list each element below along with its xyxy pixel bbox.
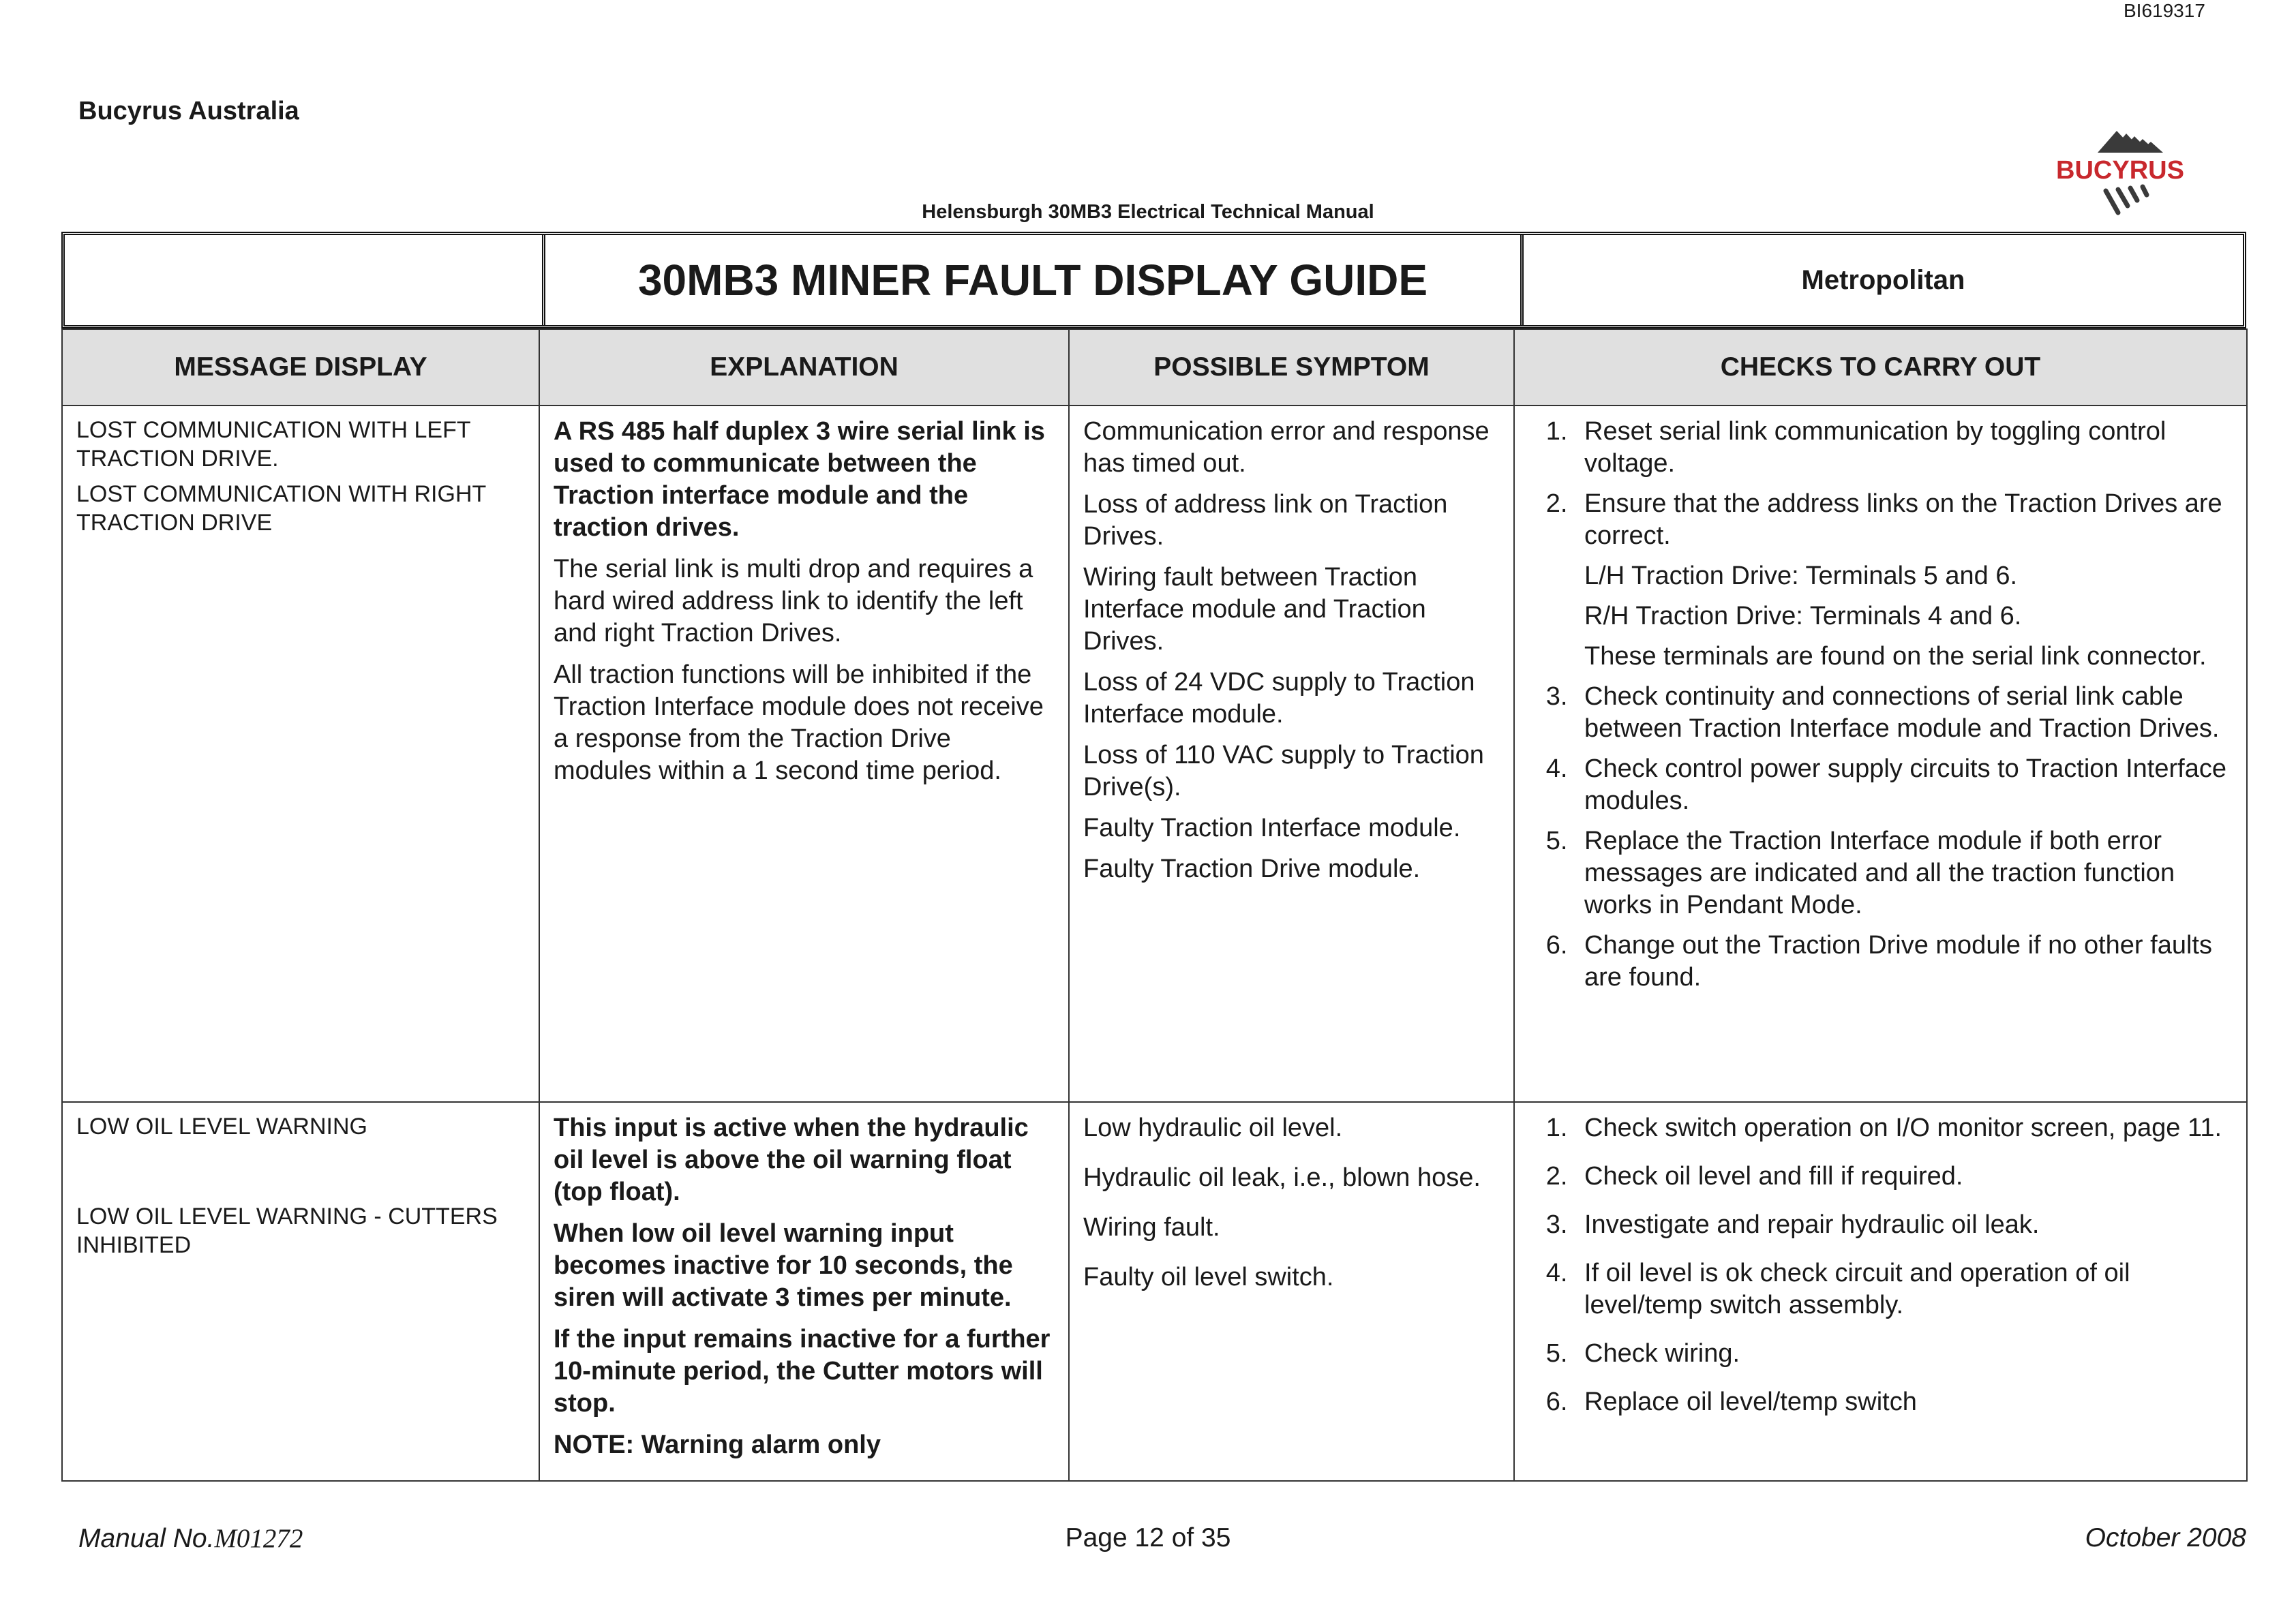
explanation-text: The serial link is multi drop and requires a hard wired address link to identify the left and right Traction Drives. <box>554 555 1033 647</box>
symptom-text: Loss of address link on Traction Drives. <box>1083 490 1448 551</box>
checks-cell <box>1514 1102 2247 1481</box>
symptom-cell <box>1069 406 1514 1102</box>
explanation-cell <box>539 1102 1069 1481</box>
explanation-text: When low oil level warning input becomes inactive for 10 seconds, the siren will activate 3 times per minute. <box>554 1219 1013 1312</box>
bucyrus-logo <box>2035 123 2205 225</box>
message-cell <box>62 1102 539 1481</box>
manual-title: Helensburgh 30MB3 Electrical Technical Manual <box>922 201 1374 223</box>
manual-number-label: Manual No. <box>78 1524 215 1553</box>
checks-list <box>1528 1112 2233 1418</box>
message-text: LOST COMMUNICATION WITH LEFT TRACTION DRIVE. <box>76 417 471 472</box>
check-item: 4. Check control power supply circuits to Traction Interface modules. <box>1575 753 2233 817</box>
explanation-text: If the input remains inactive for a further 10-minute period, the Cutter motors will stop. <box>554 1325 1051 1418</box>
check-item: 2. Ensure that the address links on the Traction Drives are correct. L/H Traction Drive: Terminals 5 and 6. R/H Traction Drive: Terminals 4 and 6. These terminals are found on the serial link connector. <box>1575 488 2233 673</box>
explanation-cell <box>539 406 1069 1102</box>
symptom-text: Faulty oil level switch. <box>1083 1263 1334 1291</box>
page-number: Page 12 of 35 <box>1065 1523 1231 1552</box>
symptom-text: Wiring fault between Traction Interface module and Traction Drives. <box>1083 563 1426 656</box>
symptom-text: Loss of 110 VAC supply to Traction Drive(s). <box>1083 741 1484 801</box>
fault-display-guide <box>61 232 2246 1465</box>
checks-cell <box>1514 406 2247 1102</box>
check-item: 3. Check continuity and connections of serial link cable between Traction Interface module and Traction Drives. <box>1575 681 2233 745</box>
symptom-text: Loss of 24 VDC supply to Traction Interface module. <box>1083 668 1475 729</box>
issue-date: October 2008 <box>2085 1523 2246 1552</box>
document-id: BI619317 <box>2124 0 2205 21</box>
check-item: 1. Reset serial link communication by toggling control voltage. <box>1575 416 2233 480</box>
check-note: R/H Traction Drive: Terminals 4 and 6. <box>1584 602 2022 630</box>
guide-title: 30MB3 MINER FAULT DISPLAY GUIDE <box>545 235 1524 325</box>
symptom-text: Wiring fault. <box>1083 1213 1220 1242</box>
explanation-note: NOTE: Warning alarm only <box>554 1430 881 1459</box>
message-text: LOW OIL LEVEL WARNING <box>76 1114 367 1139</box>
symptom-text: Communication error and response has timed out. <box>1083 417 1490 478</box>
column-header-checks: CHECKS TO CARRY OUT <box>1514 329 2247 406</box>
region-label: Metropolitan <box>1801 264 1965 295</box>
message-text: LOW OIL LEVEL WARNING - CUTTERS INHIBITED <box>76 1204 498 1258</box>
message-cell <box>62 406 539 1102</box>
company-name: Bucyrus Australia <box>78 97 299 125</box>
column-header-possible-symptom: POSSIBLE SYMPTOM <box>1069 329 1514 406</box>
symptom-cell <box>1069 1102 1514 1481</box>
title-blank-cell <box>65 235 545 325</box>
check-item: 6. Replace oil level/temp switch <box>1575 1386 2233 1418</box>
symptom-text: Faulty Traction Interface module. <box>1083 814 1461 842</box>
symptom-text: Hydraulic oil leak, i.e., blown hose. <box>1083 1163 1481 1192</box>
checks-list <box>1528 416 2233 994</box>
column-header-explanation: EXPLANATION <box>539 329 1069 406</box>
guide-title-bar <box>61 232 2246 328</box>
check-note: L/H Traction Drive: Terminals 5 and 6. <box>1584 562 2018 590</box>
column-header-message-display: MESSAGE DISPLAY <box>62 329 539 406</box>
svg-text:BUCYRUS: BUCYRUS <box>2056 156 2184 185</box>
check-item: 2. Check oil level and fill if required. <box>1575 1161 2233 1193</box>
check-item: 5. Check wiring. <box>1575 1338 2233 1370</box>
check-item: 3. Investigate and repair hydraulic oil leak. <box>1575 1209 2233 1241</box>
explanation-text: All traction functions will be inhibited if the Traction Interface module does not receive a response from the Traction Drive modules within a 1 second time period. <box>554 660 1044 785</box>
table-row <box>62 406 2247 1102</box>
explanation-text: A RS 485 half duplex 3 wire serial link is used to communicate between the Traction interface module and the traction drives. <box>554 417 1045 542</box>
check-item: 5. Replace the Traction Interface module if both error messages are indicated and all the traction function works in Pendant Mode. <box>1575 825 2233 921</box>
symptom-text: Low hydraulic oil level. <box>1083 1114 1343 1142</box>
check-item: 6. Change out the Traction Drive module if no other faults are found. <box>1575 930 2233 994</box>
table-header-row <box>62 329 2247 406</box>
symptom-text: Faulty Traction Drive module. <box>1083 855 1421 883</box>
table-row <box>62 1102 2247 1481</box>
check-note: These terminals are found on the serial link connector. <box>1584 642 2207 671</box>
message-text: LOST COMMUNICATION WITH RIGHT TRACTION DRIVE <box>76 481 486 536</box>
check-item: 1. Check switch operation on I/O monitor screen, page 11. <box>1575 1112 2233 1144</box>
check-item: 4. If oil level is ok check circuit and operation of oil level/temp switch assembly. <box>1575 1257 2233 1321</box>
explanation-text: This input is active when the hydraulic oil level is above the oil warning float (top float). <box>554 1114 1029 1206</box>
fault-table <box>61 328 2248 1482</box>
manual-number-value: M01272 <box>214 1524 303 1553</box>
